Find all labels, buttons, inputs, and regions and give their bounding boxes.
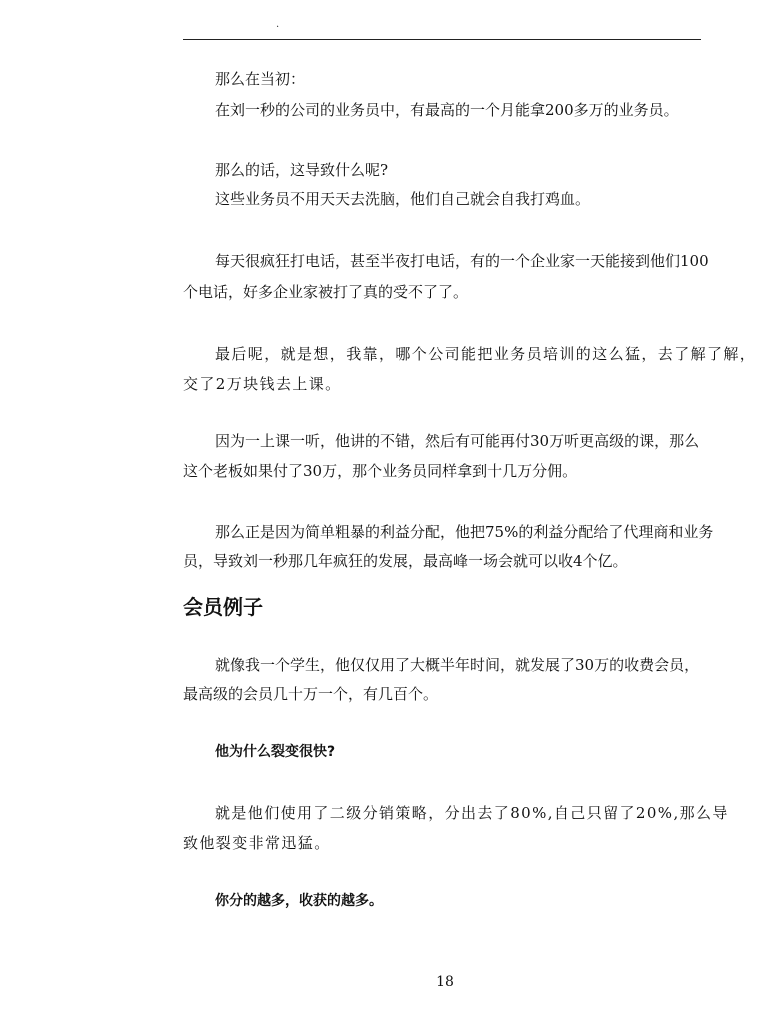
section-heading: 会员例子 (183, 595, 263, 619)
paragraph-line: 因为一上课一听，他讲的不错，然后有可能再付30万听更高级的课，那么 (215, 432, 700, 450)
page-number: 18 (436, 974, 454, 990)
paragraph-line: 最高级的会员几十万一个，有几百个。 (183, 685, 439, 703)
paragraph-line: 这些业务员不用天天去洗脑，他们自己就会自我打鸡血。 (215, 190, 591, 208)
paragraph-line: 那么在当初： (215, 70, 306, 88)
paragraph-line: 个电话，好多企业家被打了真的受不了了。 (183, 283, 469, 301)
header-mark: . (276, 19, 280, 30)
paragraph-line: 最后呢，就是想，我靠，哪个公司能把业务员培训的这么猛，去了解了解， (215, 345, 757, 363)
header-rule (183, 39, 701, 40)
paragraph-line: 那么正是因为简单粗暴的利益分配，他把75%的利益分配给了代理商和业务 (215, 523, 714, 541)
paragraph-line: 就像我一个学生，他仅仅用了大概半年时间，就发展了30万的收费会员， (215, 656, 700, 674)
paragraph-line: 在刘一秒的公司的业务员中，有最高的一个月能拿200多万的业务员。 (215, 101, 679, 119)
paragraph-line: 就是他们使用了二级分销策略，分出去了80%,自己只留了20%,那么导 (215, 804, 729, 822)
paragraph-line: 致他裂变非常迅猛。 (183, 834, 331, 852)
paragraph-line: 交了2万块钱去上课。 (183, 375, 342, 393)
paragraph-line: 员，导致刘一秒那几年疯狂的发展，最高峰一场会就可以收4个亿。 (183, 552, 628, 570)
paragraph-line: 那么的话，这导致什么呢? (215, 161, 389, 179)
paragraph-line: 每天很疯狂打电话，甚至半夜打电话，有的一个企业家一天能接到他们100 (215, 252, 709, 270)
paragraph-line: 这个老板如果付了30万，那个业务员同样拿到十几万分佣。 (183, 462, 578, 480)
bold-conclusion: 你分的越多，收获的越多。 (215, 893, 383, 909)
bold-question: 他为什么裂变很快? (215, 744, 336, 760)
